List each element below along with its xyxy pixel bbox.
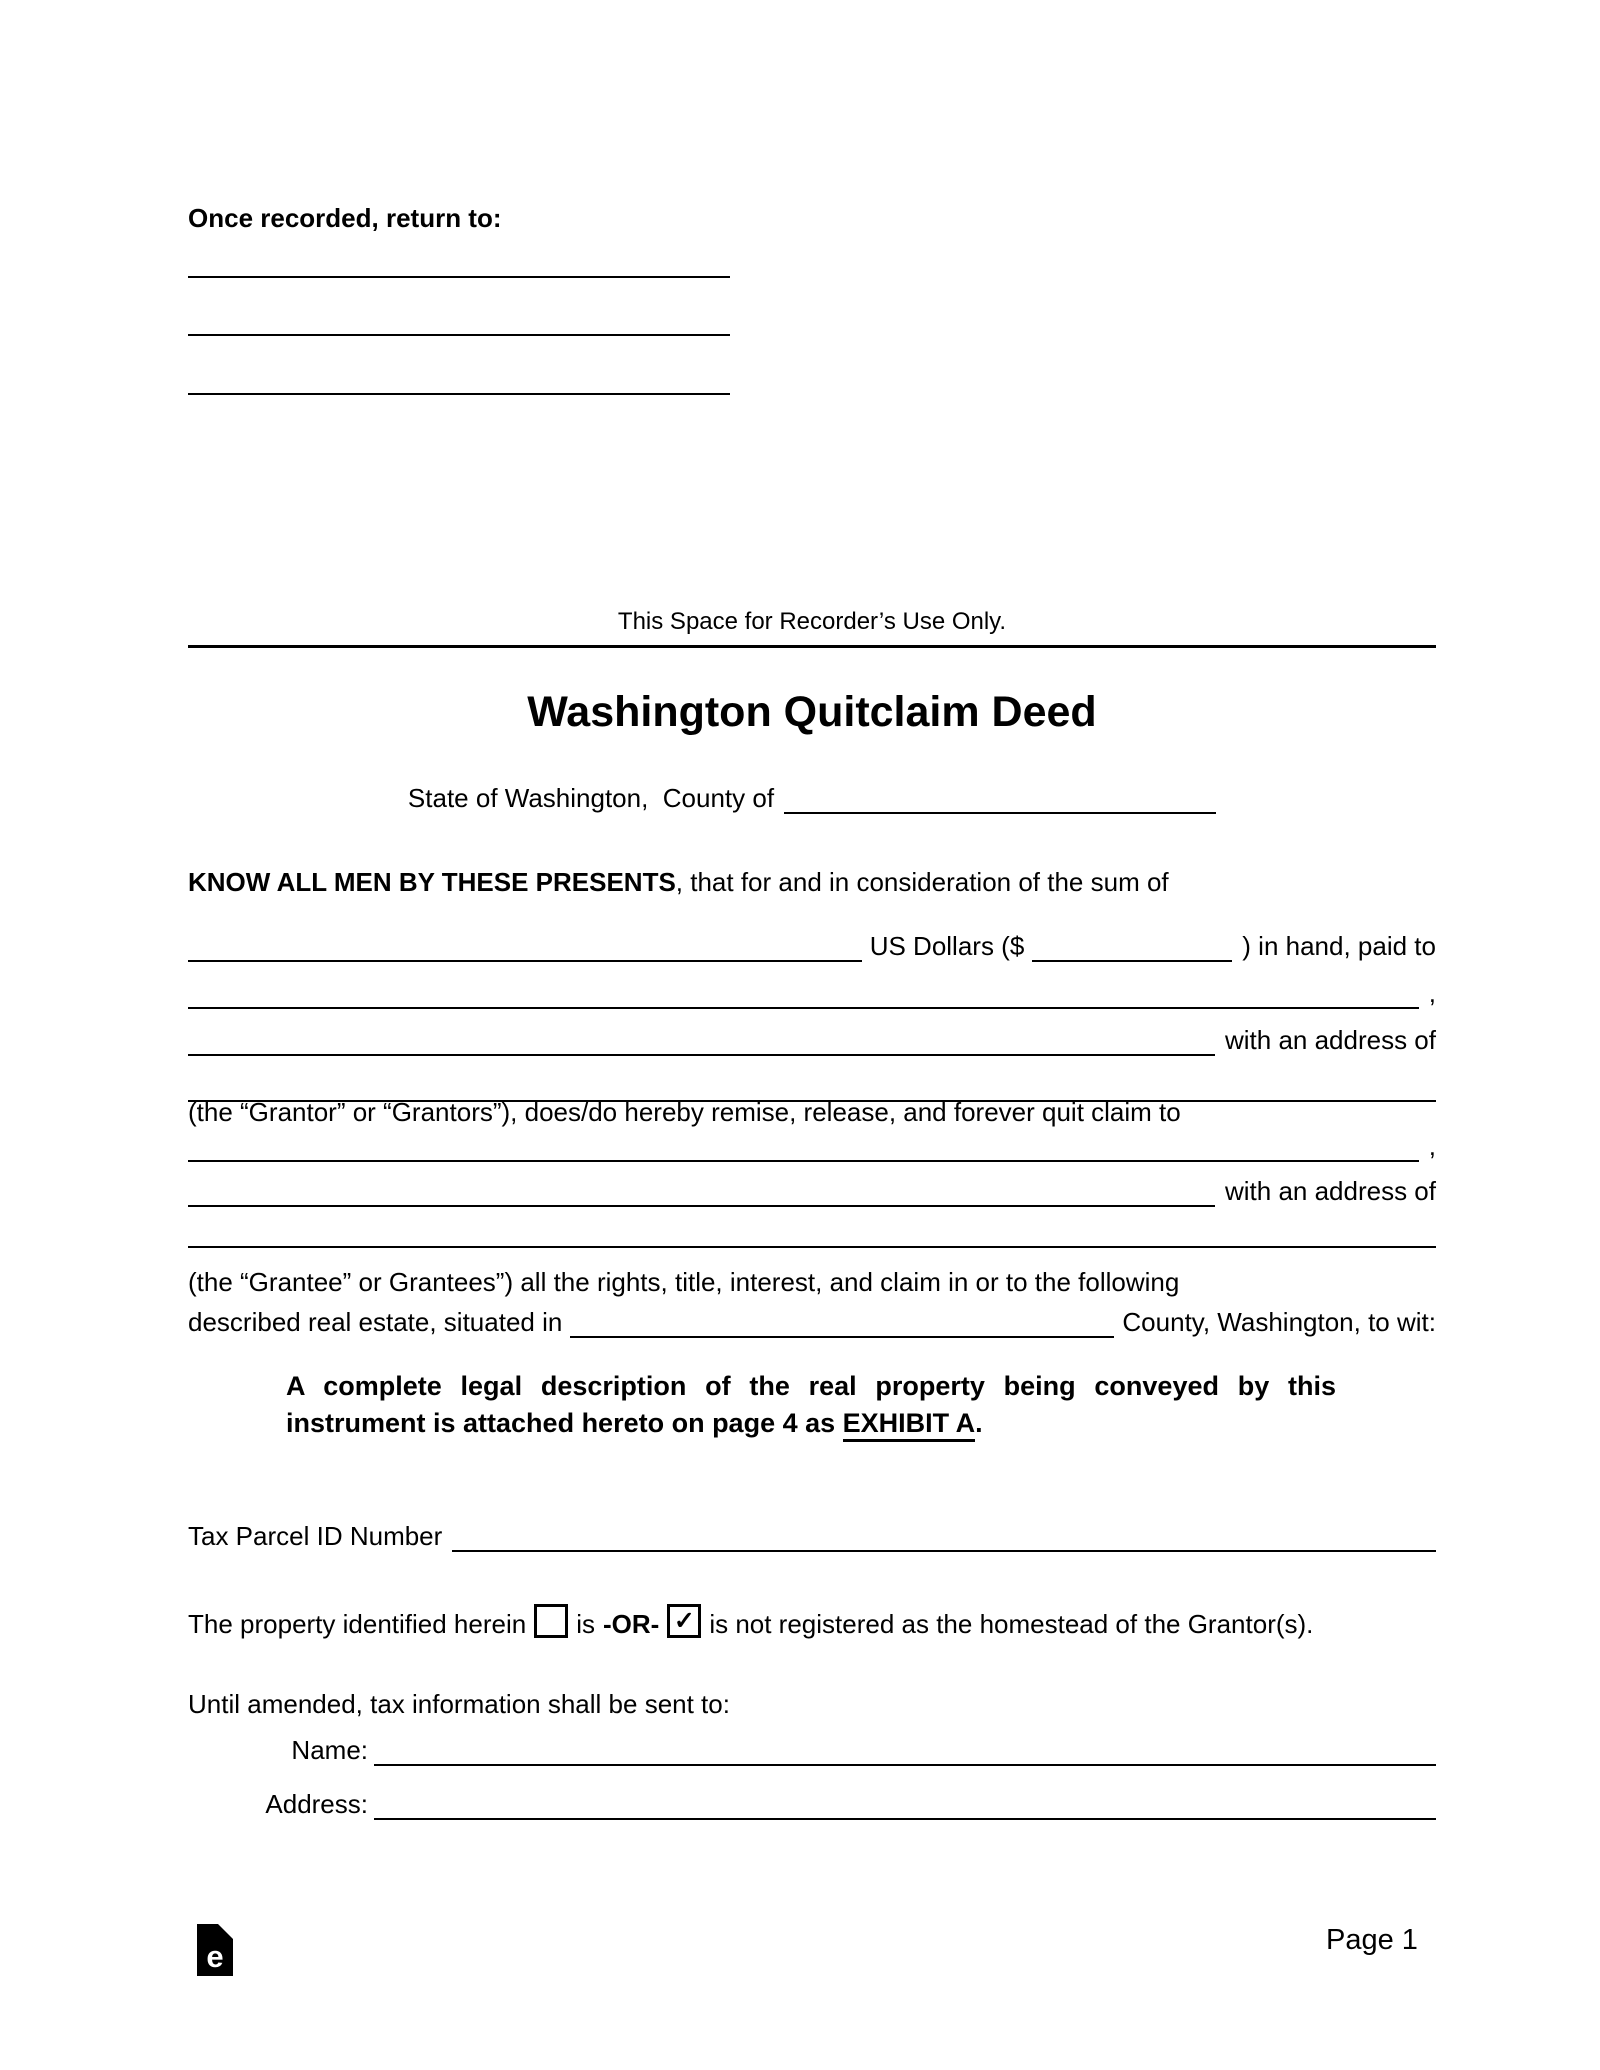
tax-info-name-label: Name: [291, 1735, 368, 1765]
in-hand-label: ) in hand, paid to [1242, 931, 1436, 961]
exhibit-a-link: EXHIBIT A [843, 1408, 976, 1442]
eforms-logo [197, 1924, 233, 1976]
return-to-label: Once recorded, return to: [188, 203, 502, 233]
state-county-prefix: State of Washington, County of [407, 783, 775, 813]
grantor-with-address-label: with an address of [1224, 1025, 1436, 1055]
grantee-name-blank[interactable] [188, 1158, 1419, 1162]
grantor-address-of-row [188, 1012, 1436, 1056]
recorder-space-note: This Space for Recorder’s Use Only. [617, 608, 1007, 635]
situated-suffix: County, Washington, to wit: [1122, 1307, 1436, 1337]
page-title: Washington Quitclaim Deed [527, 688, 1097, 736]
grantor-name-row [188, 965, 1436, 1009]
checkmark-icon: ✓ [673, 1606, 695, 1635]
tax-info-name-row [188, 1722, 1436, 1766]
tax-parcel-label: Tax Parcel ID Number [188, 1521, 443, 1551]
grantor-comma: , [1428, 978, 1436, 1008]
know-all-men-rest: , that for and in consideration of the sum of [675, 867, 1169, 897]
know-all-men-line [188, 866, 1436, 898]
homestead-no-checkbox[interactable] [667, 1604, 701, 1638]
county-blank[interactable] [784, 810, 1216, 814]
sum-in-words-blank[interactable] [188, 958, 862, 962]
grantee-clause: (the “Grantee” or Grantees”) all the rights, title, interest, and claim in or to the following [188, 1267, 1180, 1297]
exhibit-line-2-suffix: . [975, 1408, 983, 1438]
homestead-prefix: The property identified herein [188, 1609, 527, 1639]
return-address-line-1[interactable] [188, 276, 730, 278]
grantee-address-of-row [188, 1163, 1436, 1207]
page-number: Page 1 [1326, 1924, 1418, 1956]
consideration-sum-row [188, 918, 1436, 962]
logo-fold-flap-icon [218, 1925, 230, 1937]
grantee-address-blank[interactable] [188, 1244, 1436, 1248]
grantor-name-extra-blank[interactable] [188, 1052, 1215, 1056]
tax-info-address-blank[interactable] [374, 1816, 1436, 1820]
grantee-comma: , [1428, 1131, 1436, 1161]
recorder-use-divider [188, 645, 1436, 648]
return-address-line-3[interactable] [188, 393, 730, 395]
tax-info-intro: Until amended, tax information shall be sent to: [188, 1689, 730, 1719]
exhibit-line-1: A complete legal description of the real property being conveyed by this [286, 1371, 1336, 1401]
homestead-suffix: is not registered as the homestead of the Grantor(s). [709, 1609, 1314, 1639]
know-all-men-bold: KNOW ALL MEN BY THESE PRESENTS [188, 867, 676, 897]
homestead-is-label: is [576, 1609, 595, 1639]
grantee-name-row [188, 1118, 1436, 1162]
tax-info-address-row [188, 1776, 1436, 1820]
tax-parcel-id-blank[interactable] [452, 1548, 1436, 1552]
grantee-address-row [188, 1204, 1436, 1248]
situated-prefix: described real estate, situated in [188, 1307, 563, 1337]
sum-amount-blank[interactable] [1032, 958, 1232, 962]
logo-letter: e [206, 1939, 224, 1974]
return-address-line-2[interactable] [188, 334, 730, 336]
situated-county-blank[interactable] [570, 1334, 1114, 1338]
homestead-or-label: -OR- [602, 1609, 660, 1639]
us-dollars-label: US Dollars ($ [869, 931, 1025, 961]
grantor-clause: (the “Grantor” or “Grantors”), does/do hereby remise, release, and forever quit claim to [188, 1097, 1181, 1127]
state-county-row [188, 770, 1436, 814]
grantee-with-address-label: with an address of [1224, 1176, 1436, 1206]
grantor-name-blank[interactable] [188, 1005, 1419, 1009]
situated-in-row [188, 1294, 1436, 1338]
tax-info-name-blank[interactable] [374, 1762, 1436, 1766]
exhibit-line-2-prefix: instrument is attached hereto on page 4 as [286, 1408, 843, 1438]
exhibit-paragraph [286, 1368, 1336, 1442]
tax-parcel-row [188, 1508, 1436, 1552]
exhibit-line-2 [286, 1405, 1336, 1442]
homestead-row [188, 1596, 1436, 1640]
tax-info-address-label: Address: [265, 1789, 368, 1819]
homestead-yes-checkbox[interactable] [534, 1604, 568, 1638]
